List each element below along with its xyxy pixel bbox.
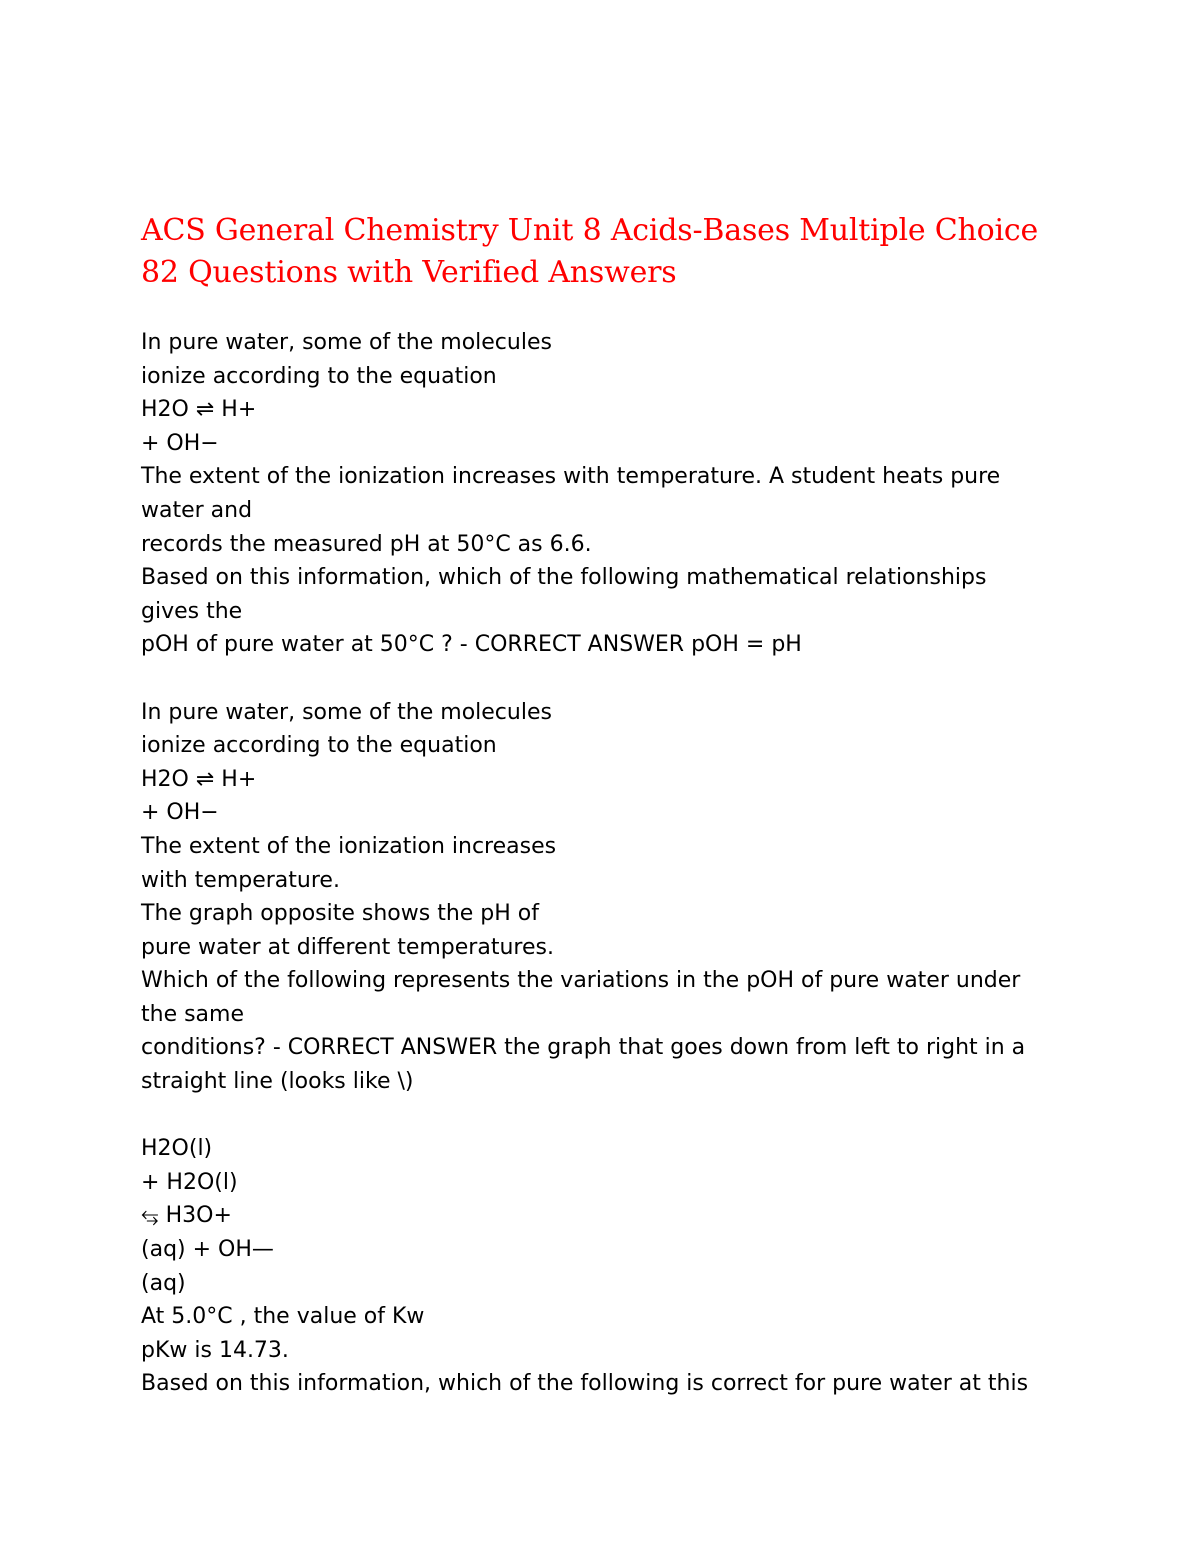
- text-line: with temperature.: [141, 867, 340, 893]
- text-line: (aq) + OH—: [141, 1237, 274, 1263]
- title-line: ACS General Chemistry Unit 8 Acids-Bases Multiple Choice: [141, 213, 1039, 248]
- answer-line: conditions? - CORRECT ANSWER the graph that goes down from left to right in a: [141, 1035, 1026, 1061]
- text-line: gives the: [141, 598, 243, 624]
- text-line: ⥃ H3O+: [141, 1203, 232, 1229]
- text-line: + H2O(l): [141, 1169, 238, 1195]
- text-line: pKw is 14.73.: [141, 1337, 289, 1363]
- answer-line: pOH of pure water at 50°C ? - CORRECT ANSWER pOH = pH: [141, 632, 802, 658]
- answer-line: straight line (looks like \): [141, 1069, 414, 1095]
- question-block: [141, 1132, 1141, 1401]
- paragraph-gap: [141, 662, 1141, 696]
- text-line: H2O ⇌ H+: [141, 397, 257, 423]
- text-line: + OH−: [141, 800, 219, 826]
- text-line: H2O(l): [141, 1136, 213, 1162]
- paragraph-gap: [141, 1099, 1141, 1133]
- text-line: Which of the following represents the variations in the pOH of pure water under: [141, 968, 1021, 994]
- text-line: Based on this information, which of the following mathematical relationships: [141, 565, 987, 591]
- text-line: Based on this information, which of the following is correct for pure water at this: [141, 1371, 1029, 1397]
- text-line: H2O ⇌ H+: [141, 766, 257, 792]
- text-line: In pure water, some of the molecules: [141, 330, 552, 355]
- text-line: ionize according to the equation: [141, 733, 497, 759]
- text-line: water and: [141, 497, 253, 523]
- question-block: [141, 326, 1141, 662]
- text-line: In pure water, some of the molecules: [141, 699, 552, 725]
- text-line: ionize according to the equation: [141, 363, 497, 389]
- document-title: [141, 210, 1141, 294]
- text-line: pure water at different temperatures.: [141, 934, 554, 960]
- document-body: [141, 326, 1141, 1401]
- text-line: + OH−: [141, 430, 219, 456]
- text-line: records the measured pH at 50°C as 6.6.: [141, 531, 592, 557]
- text-line: The extent of the ionization increases: [141, 833, 557, 859]
- title-line: 82 Questions with Verified Answers: [141, 255, 677, 290]
- text-line: The graph opposite shows the pH of: [141, 901, 539, 927]
- text-line: (aq): [141, 1270, 186, 1296]
- question-block: [141, 696, 1141, 1099]
- text-line: The extent of the ionization increases with temperature. A student heats pure: [141, 464, 1001, 490]
- text-line: At 5.0°C , the value of Kw: [141, 1304, 425, 1330]
- text-line: the same: [141, 1001, 245, 1027]
